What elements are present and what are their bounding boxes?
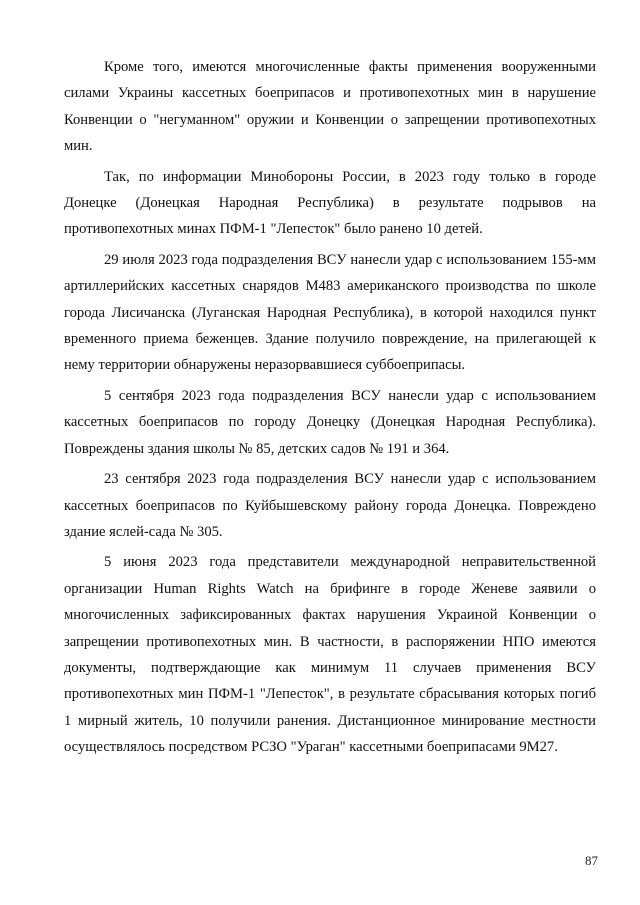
paragraph-human-rights-watch: 5 июня 2023 года представители международной неправительственной организации Human Rights Watch на брифинге в городе Женеве заявили о многочисленных зафиксированных фактах нарушения Украиной Конвенции о запрещении противопехотных мин. В частности, в распоряжении НПО имеются документы, подтверждающие как минимум 11 случаев применения ВСУ противопехотных мин ПФМ-1 "Лепесток", в результате сбрасывания которых погиб 1 мирный житель, 10 получили ранения. Дистанционное минирование местности осуществлялось посредством РСЗО "Ураган" кассетными боеприпасами 9М27. (64, 554, 596, 756)
page-number: 87 (585, 853, 598, 868)
paragraph-donetsk-children: Так, по информации Минобороны России, в 2023 году только в городе Донецке (Донецкая Народная Республика) в результате подрывов на противопехотных минах ПФМ-1 "Лепесток" было ранено 10 детей. (64, 168, 596, 238)
body-text (64, 54, 596, 765)
paragraph-donetsk-september-23: 23 сентября 2023 года подразделения ВСУ нанесли удар с использованием кассетных боеприпасов по Куйбышевскому району города Донецка. Повреждено здание яслей-сада № 305. (64, 471, 596, 540)
paragraph-lisichansk-school: 29 июля 2023 года подразделения ВСУ нанесли удар с использованием 155-мм артиллерийских кассетных снарядов М483 американского производства по школе города Лисичанска (Луганская Народная Республика), в которой находился пункт временного приема беженцев. Здание получило повреждение, на прилегающей к нему территории обнаружены неразорвавшиеся суббоеприпасы. (64, 251, 596, 374)
paragraph-donetsk-september-5: 5 сентября 2023 года подразделения ВСУ нанесли удар с использованием кассетных боеприпасов по городу Донецку (Донецкая Народная Республика). Повреждены здания школы № 85, детских садов № 191 и 364. (64, 387, 596, 457)
paragraph-cluster-munitions-facts: Кроме того, имеются многочисленные факты применения вооруженными силами Украины кассетных боеприпасов и противопехотных мин в нарушение Конвенции о "негуманном" оружии и Конвенции о запрещении противопехотных мин. (64, 59, 596, 155)
